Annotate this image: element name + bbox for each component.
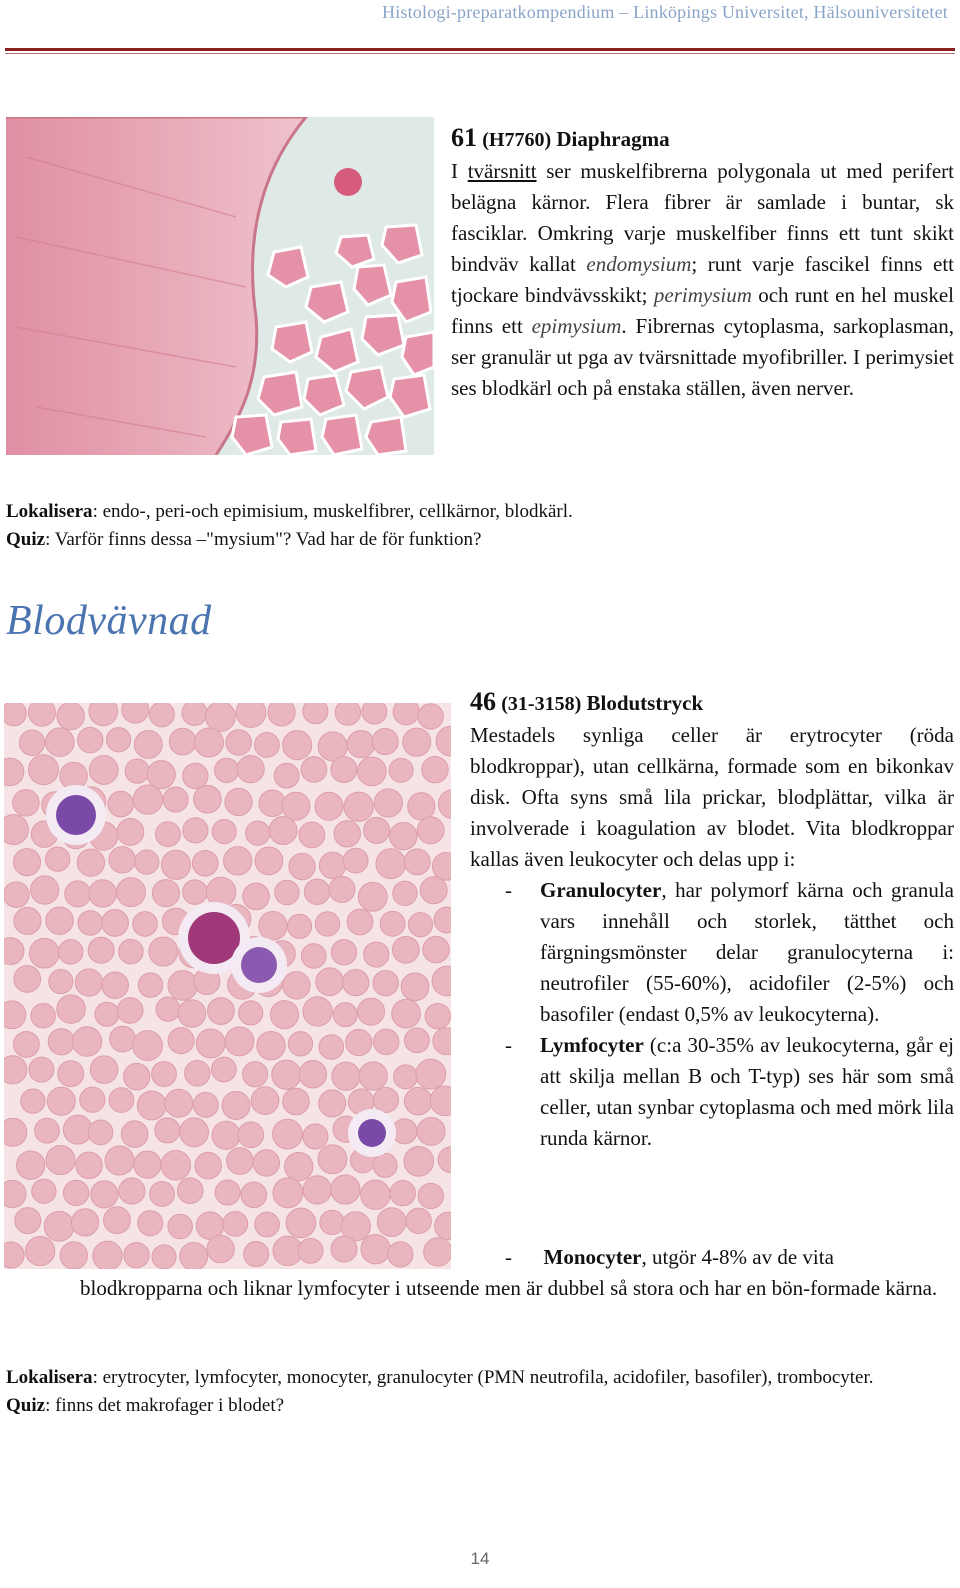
section-46-title: Blodutstryck: [586, 691, 704, 715]
section-46-number: 46: [470, 687, 496, 716]
header-rule-thin: [5, 53, 955, 54]
section-61-heading: [451, 122, 954, 156]
section-46-text: [470, 686, 954, 1154]
section-46-intro: Mestadels synliga celler är erytrocyter (röda blodkroppar), utan cellkärna, formade som en bikonkav disk. Ofta syns små lila prickar, blodplättar, vilka är involverade i koagulation av blodet. Vita blodkroppar kallas även leukocyter och delas upp i:: [470, 723, 954, 871]
section-46-heading: [470, 686, 954, 720]
blood-smear-micrograph: [4, 703, 451, 1269]
section-61-code: (H7760): [482, 129, 552, 151]
section-61-number: 61: [451, 123, 477, 152]
quiz-line: Quiz: finns det makrofager i blodet?: [6, 1395, 285, 1416]
header-title: Histologi-preparatkompendium – Linköpings Universitet, Hälsouniversitetet: [382, 2, 948, 22]
bullet-granulocyter: - Granulocyter, har polymorf kärna och granula vars innehåll och storlek, tätthet och färgningsmönster delar granulocyterna i: neutrofiler (55-60%), acidofiler (2-5%) och basofiler (endast 0,5% av leukocyterna).: [505, 878, 954, 1026]
section-61-title: Diaphragma: [556, 127, 670, 151]
page-header: [0, 0, 960, 52]
term-epimysium: epimysium: [531, 314, 622, 338]
header-rule: [5, 48, 955, 51]
localize-line: Lokalisera: endo-, peri-och epimisium, muskelfibrer, cellkärnor, blodkärl.: [6, 501, 573, 522]
section-61-body: I tvärsnitt ser muskelfibrerna polygonala ut med perifert belägna kärnor. Flera fibrer är samlade i buntar, sk fasciklar. Omkring varje muskelfiber finns ett tunt skikt bindväv kallat endomysium; runt varje fascikel finns ett tjockare bindvävsskikt; perimysium och runt en hel muskel finns ett epimysium. Fibrernas cytoplasma, sarkoplasman, ser granulär ut pga av tvärsnittade myofibriller. I perimysiet ses blodkärl och på enstaka ställen, även nerver.: [451, 159, 954, 400]
section-heading-blodvavnad: Blodvävnad: [6, 598, 212, 644]
underlined-term: tvärsnitt: [467, 159, 537, 183]
localize-line: Lokalisera: erytrocyter, lymfocyter, monocyter, granulocyter (PMN neutrofila, acidofiler, basofiler), trombocyter.: [6, 1367, 874, 1388]
term-perimysium: perimysium: [653, 283, 752, 307]
section-46-code: (31-3158): [501, 693, 582, 715]
page-number: 14: [470, 1549, 490, 1568]
section-46-tasks: [6, 1364, 946, 1420]
bullet-monocyter-continued: blodkropparna och liknar lymfocyter i utseende men är dubbel så stora och har en bön-formade kärna.: [80, 1276, 938, 1300]
diaphragma-micrograph: [6, 117, 434, 455]
quiz-line: Quiz: Varför finns dessa –"mysium"? Vad har de för funktion?: [6, 529, 482, 550]
bullet-monocyter: - Monocyter, utgör 4-8% av de vita: [505, 1245, 834, 1269]
section-61-tasks: [6, 498, 946, 554]
section-61-text: [451, 122, 954, 404]
bullet-lymfocyter: - Lymfocyter (c:a 30-35% av leukocyterna, går ej att skilja mellan B och T-typ) ses här som små celler, utan synbar cytoplasma och med mörk lila runda kärnor.: [505, 1033, 954, 1150]
term-endomysium: endomysium: [586, 252, 692, 276]
